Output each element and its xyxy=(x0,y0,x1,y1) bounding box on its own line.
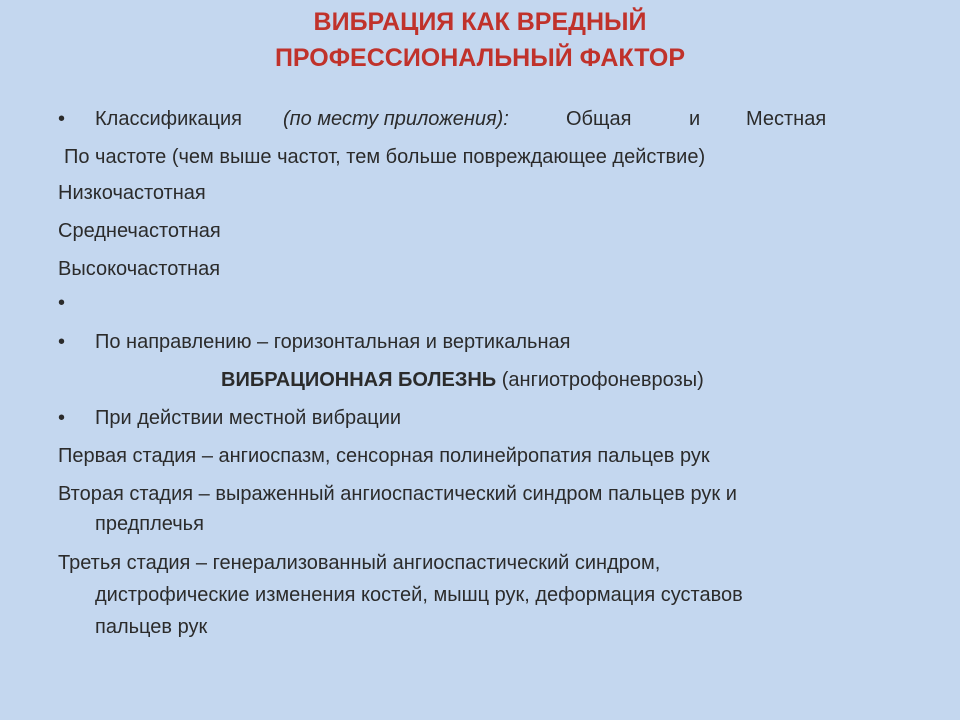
stage-2-line-1: Вторая стадия – выраженный ангиоспастический синдром пальцев рук и xyxy=(58,483,737,505)
bullet-local-vibration: • xyxy=(58,407,66,429)
classification-conjunction: и xyxy=(689,108,701,130)
disease-heading xyxy=(221,367,704,393)
classification-label: Классификация xyxy=(95,108,243,130)
local-vibration-text: При действии местной вибрации xyxy=(95,407,402,429)
bullet-direction: • xyxy=(58,331,66,353)
stage-1-text: Первая стадия – ангиоспазм, сенсорная полинейропатия пальцев рук xyxy=(58,445,710,467)
stage-3-line-3: пальцев рук xyxy=(95,616,208,638)
by-direction-text: По направлению – горизонтальная и вертикальная xyxy=(95,331,571,353)
frequency-type-medium: Среднечастотная xyxy=(58,220,221,242)
bullet-empty: • xyxy=(58,292,66,314)
disease-synonym: (ангиотрофоневрозы) xyxy=(496,369,704,391)
frequency-type-high: Высокочастотная xyxy=(58,258,221,280)
classification-general: Общая xyxy=(566,108,632,130)
bullet-classification: • xyxy=(58,108,66,130)
frequency-type-low: Низкочастотная xyxy=(58,182,206,204)
classification-local: Местная xyxy=(746,108,827,130)
slide-title xyxy=(0,4,960,76)
stage-3-line-2: дистрофические изменения костей, мышц рук, деформация суставов xyxy=(95,584,743,606)
stage-2-line-2: предплечья xyxy=(95,513,204,535)
stage-3-line-1: Третья стадия – генерализованный ангиоспастический синдром, xyxy=(58,552,661,574)
title-line-2: ПРОФЕССИОНАЛЬНЫЙ ФАКТОР xyxy=(274,44,686,72)
disease-name: ВИБРАЦИОННАЯ БОЛЕЗНЬ xyxy=(221,369,497,391)
title-line-1: ВИБРАЦИЯ КАК ВРЕДНЫЙ xyxy=(313,8,647,36)
classification-criterion: (по месту приложения): xyxy=(283,108,509,130)
by-frequency-text: По частоте (чем выше частот, тем больше повреждающее действие) xyxy=(64,146,706,168)
